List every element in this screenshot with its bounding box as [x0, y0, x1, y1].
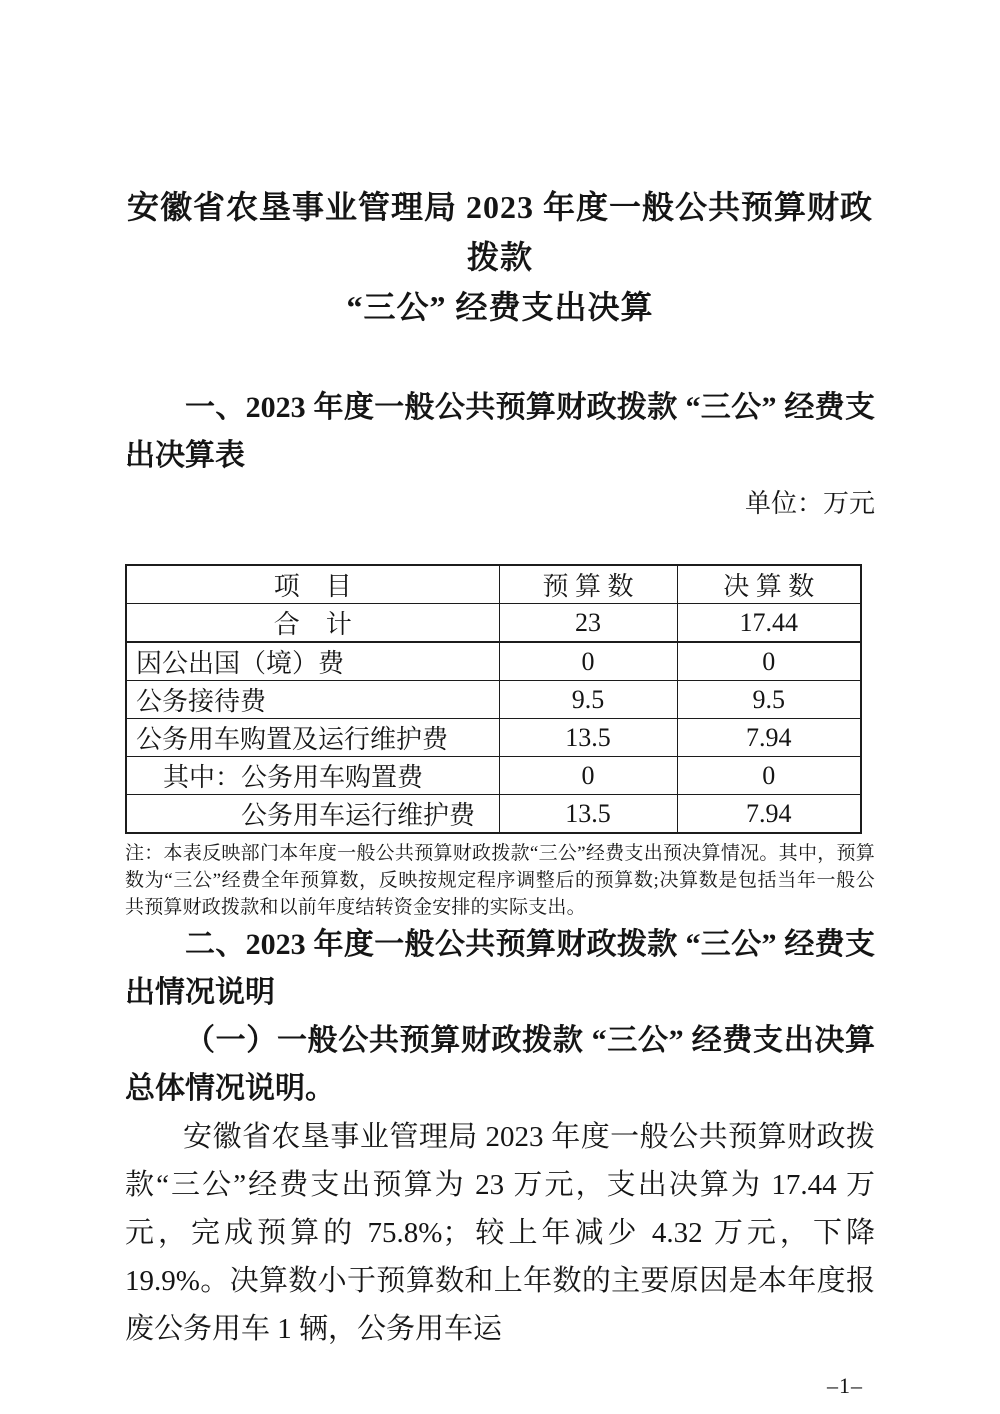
- table-note: 注：本表反映部门本年度一般公共预算财政拨款“三公”经费支出预决算情况。其中，预算数为“三公”经费全年预算数，反映按规定程序调整后的预算数;决算数是包括当年一般公共预算财政拨款和以前年度结转资金安排的实际支出。: [125, 843, 875, 918]
- section1-heading: 一、2023 年度一般公共预算财政拨款 “三公” 经费支出决算表: [125, 391, 875, 472]
- title-line-1: 安徽省农垦事业管理局 2023 年度一般公共预算财政拨款: [126, 189, 873, 275]
- final-cell: 0: [677, 642, 861, 681]
- table-row: [126, 757, 861, 795]
- item-cell: 其中：公务用车购置费: [126, 757, 499, 795]
- table-row: [126, 642, 861, 681]
- final-cell: 17.44: [677, 604, 861, 643]
- table-row: [126, 719, 861, 757]
- document-title: [125, 182, 875, 332]
- budget-cell: 9.5: [499, 681, 677, 719]
- page-number: –1–: [827, 1373, 863, 1398]
- item-cell: 因公出国（境）费: [126, 642, 499, 681]
- subsection-heading: （一）一般公共预算财政拨款 “三公” 经费支出决算总体情况说明。: [125, 1024, 875, 1105]
- budget-cell: 13.5: [499, 719, 677, 757]
- final-cell: 9.5: [677, 681, 861, 719]
- final-cell: 7.94: [677, 719, 861, 757]
- table-row: [126, 604, 861, 643]
- item-cell: 公务用车购置及运行维护费: [126, 719, 499, 757]
- table-header-row: [126, 565, 861, 604]
- budget-cell: 0: [499, 757, 677, 795]
- item-cell: 公务用车运行维护费: [126, 795, 499, 834]
- budget-cell: 0: [499, 642, 677, 681]
- final-cell: 7.94: [677, 795, 861, 834]
- three-public-expense-table: [125, 564, 862, 834]
- table-row: [126, 681, 861, 719]
- body-paragraph: 安徽省农垦事业管理局 2023 年度一般公共预算财政拨款“三公”经费支出预算为 23 万元，支出决算为 17.44 万元，完成预算的 75.8%；较上年减少 4.32 万元，下降 19.9%。决算数小于预算数和上年数的主要原因是本年度报废公务用车 1 辆，公务用车运: [125, 1121, 875, 1345]
- final-cell: 0: [677, 757, 861, 795]
- unit-label: 单位：万元: [744, 489, 875, 518]
- item-cell: 公务接待费: [126, 681, 499, 719]
- column-header-final: 决 算 数: [677, 565, 861, 604]
- budget-cell: 13.5: [499, 795, 677, 834]
- section2-heading: 二、2023 年度一般公共预算财政拨款 “三公” 经费支出情况说明: [125, 928, 875, 1009]
- budget-cell: 23: [499, 604, 677, 643]
- table-row: [126, 795, 861, 834]
- item-cell: 合 计: [126, 604, 499, 643]
- table-body: [126, 604, 861, 834]
- column-header-item: 项 目: [126, 565, 499, 604]
- column-header-budget: 预 算 数: [499, 565, 677, 604]
- title-line-2: “三公” 经费支出决算: [346, 289, 654, 325]
